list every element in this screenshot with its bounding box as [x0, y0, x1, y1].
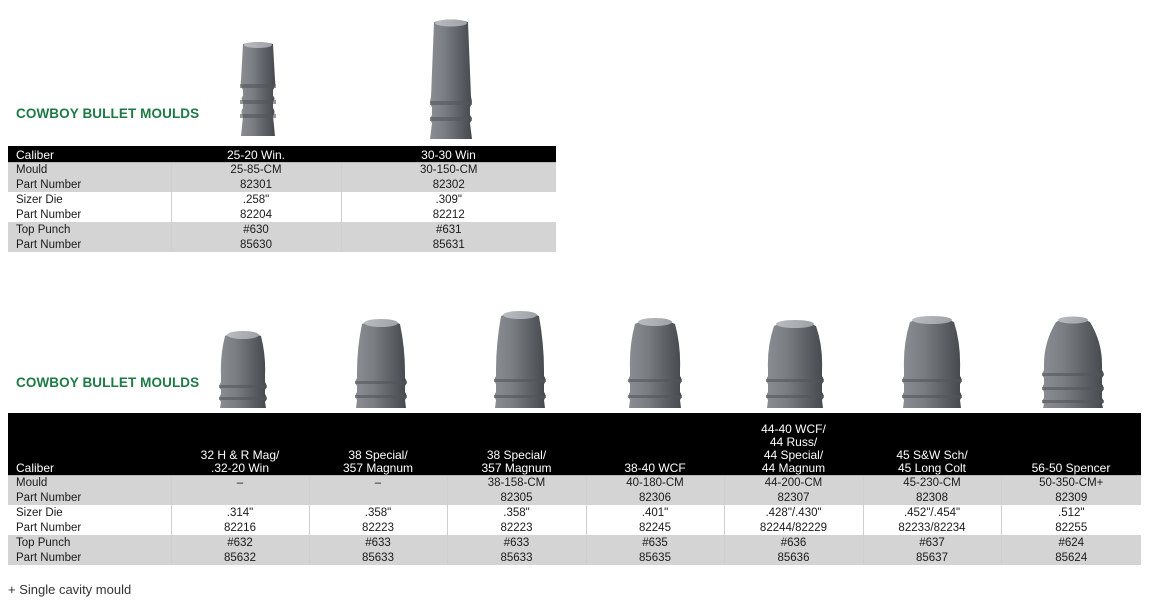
sizer-die-cell: .358": [309, 505, 447, 520]
row-label-part-number: Part Number: [8, 490, 171, 505]
sizer-die-cell: .309": [341, 192, 556, 207]
section-2-title: COWBOY BULLET MOULDS: [16, 375, 200, 390]
caliber-cell: 56-50 Spencer: [1001, 413, 1141, 475]
bullet-38-special-cm-image: [492, 308, 548, 410]
top-punch-cell: #637: [863, 535, 1001, 550]
punch-part-number-cell: 85636: [724, 550, 863, 565]
bullet-45-image: [900, 312, 964, 410]
mould-cell: 40-180-CM: [586, 475, 724, 490]
caliber-cell: 38 Special/ 357 Magnum: [309, 413, 447, 475]
caliber-cell: 44-40 WCF/ 44 Russ/ 44 Special/ 44 Magnum: [724, 413, 863, 475]
row-label-mould: Mould: [8, 162, 171, 177]
mould-cell: 38-158-CM: [447, 475, 586, 490]
top-punch-cell: #636: [724, 535, 863, 550]
punch-part-number-cell: 85632: [171, 550, 309, 565]
sizer-part-number-cell: 82255: [1001, 520, 1141, 535]
sizer-part-number-cell: 82244/82229: [724, 520, 863, 535]
mould-cell: –: [309, 475, 447, 490]
mould-part-number-cell: 82308: [863, 490, 1001, 505]
mould-cell: 30-150-CM: [341, 162, 556, 177]
mould-cell: 25-85-CM: [171, 162, 341, 177]
sizer-die-cell: .452"/.454": [863, 505, 1001, 520]
top-punch-cell: #633: [309, 535, 447, 550]
row-label-sizer-die: Sizer Die: [8, 192, 171, 207]
row-label-part-number: Part Number: [8, 237, 171, 252]
sizer-die-cell: .512": [1001, 505, 1141, 520]
mould-row: [8, 162, 556, 177]
sizer-part-number-cell: 82204: [171, 207, 341, 222]
sizer-part-number-cell: 82216: [171, 520, 309, 535]
row-label-part-number: Part Number: [8, 550, 171, 565]
mould-part-number-row: [8, 177, 556, 192]
punch-part-number-row: [8, 237, 556, 252]
top-punch-cell: #624: [1001, 535, 1141, 550]
mould-part-number-cell: 82301: [171, 177, 341, 192]
bullet-56-50-image: [1040, 314, 1106, 410]
mould-part-number-cell: 82305: [447, 490, 586, 505]
top-punch-row: [8, 222, 556, 237]
footnote: + Single cavity mould: [8, 582, 132, 597]
row-label-part-number: Part Number: [8, 177, 171, 192]
mould-cell: 50-350-CM+: [1001, 475, 1141, 490]
sizer-die-cell: .428"/.430": [724, 505, 863, 520]
caliber-row: [8, 146, 556, 162]
bullet-38-special-image: [353, 316, 409, 410]
mould-cell: –: [171, 475, 309, 490]
mould-part-number-cell: 82306: [586, 490, 724, 505]
caliber-cell: 32 H & R Mag/ .32-20 Win: [171, 413, 309, 475]
punch-part-number-cell: 85633: [309, 550, 447, 565]
sizer-part-number-row: [8, 207, 556, 222]
sizer-die-cell: .401": [586, 505, 724, 520]
section-2-table: [8, 413, 1141, 565]
bullet-30-30-image: [427, 17, 475, 141]
caliber-cell: 38-40 WCF: [586, 413, 724, 475]
row-label-mould: Mould: [8, 475, 171, 490]
sizer-part-number-cell: 82223: [447, 520, 586, 535]
punch-part-number-cell: 85624: [1001, 550, 1141, 565]
sizer-part-number-cell: 82245: [586, 520, 724, 535]
caliber-row: [8, 413, 1141, 475]
punch-part-number-cell: 85631: [341, 237, 556, 252]
mould-part-number-cell: [309, 490, 447, 505]
sizer-die-row: [8, 192, 556, 207]
top-punch-cell: #632: [171, 535, 309, 550]
row-label-part-number: Part Number: [8, 520, 171, 535]
sizer-die-cell: .314": [171, 505, 309, 520]
caliber-cell: 30-30 Win: [341, 146, 556, 162]
row-label-sizer-die: Sizer Die: [8, 505, 171, 520]
mould-part-number-cell: 82309: [1001, 490, 1141, 505]
mould-part-number-cell: 82307: [724, 490, 863, 505]
bullet-32-image: [217, 328, 269, 410]
bullet-44-image: [764, 316, 826, 410]
mould-cell: 44-200-CM: [724, 475, 863, 490]
sizer-die-cell: .358": [447, 505, 586, 520]
punch-part-number-cell: 85630: [171, 237, 341, 252]
top-punch-cell: #630: [171, 222, 341, 237]
punch-part-number-cell: 85637: [863, 550, 1001, 565]
sizer-die-cell: .258": [171, 192, 341, 207]
punch-part-number-cell: 85635: [586, 550, 724, 565]
top-punch-cell: #635: [586, 535, 724, 550]
sizer-part-number-cell: 82223: [309, 520, 447, 535]
top-punch-cell: #633: [447, 535, 586, 550]
bullet-25-20-image: [237, 40, 279, 140]
sizer-part-number-row: [8, 520, 1141, 535]
mould-part-number-cell: 82302: [341, 177, 556, 192]
punch-part-number-row: [8, 550, 1141, 565]
row-label-part-number: Part Number: [8, 207, 171, 222]
caliber-cell: 38 Special/ 357 Magnum: [447, 413, 586, 475]
row-label-caliber: Caliber: [8, 146, 171, 162]
mould-part-number-row: [8, 490, 1141, 505]
top-punch-cell: #631: [341, 222, 556, 237]
row-label-top-punch: Top Punch: [8, 222, 171, 237]
top-punch-row: [8, 535, 1141, 550]
section-1-table: [8, 146, 556, 252]
mould-row: [8, 475, 1141, 490]
section-1-title: COWBOY BULLET MOULDS: [16, 106, 200, 121]
bullet-38-40-image: [626, 314, 684, 410]
sizer-part-number-cell: 82212: [341, 207, 556, 222]
mould-cell: 45-230-CM: [863, 475, 1001, 490]
caliber-cell: 25-20 Win.: [171, 146, 341, 162]
row-label-top-punch: Top Punch: [8, 535, 171, 550]
sizer-die-row: [8, 505, 1141, 520]
caliber-cell: 45 S&W Sch/ 45 Long Colt: [863, 413, 1001, 475]
punch-part-number-cell: 85633: [447, 550, 586, 565]
row-label-caliber: Caliber: [8, 413, 171, 475]
mould-part-number-cell: [171, 490, 309, 505]
sizer-part-number-cell: 82233/82234: [863, 520, 1001, 535]
